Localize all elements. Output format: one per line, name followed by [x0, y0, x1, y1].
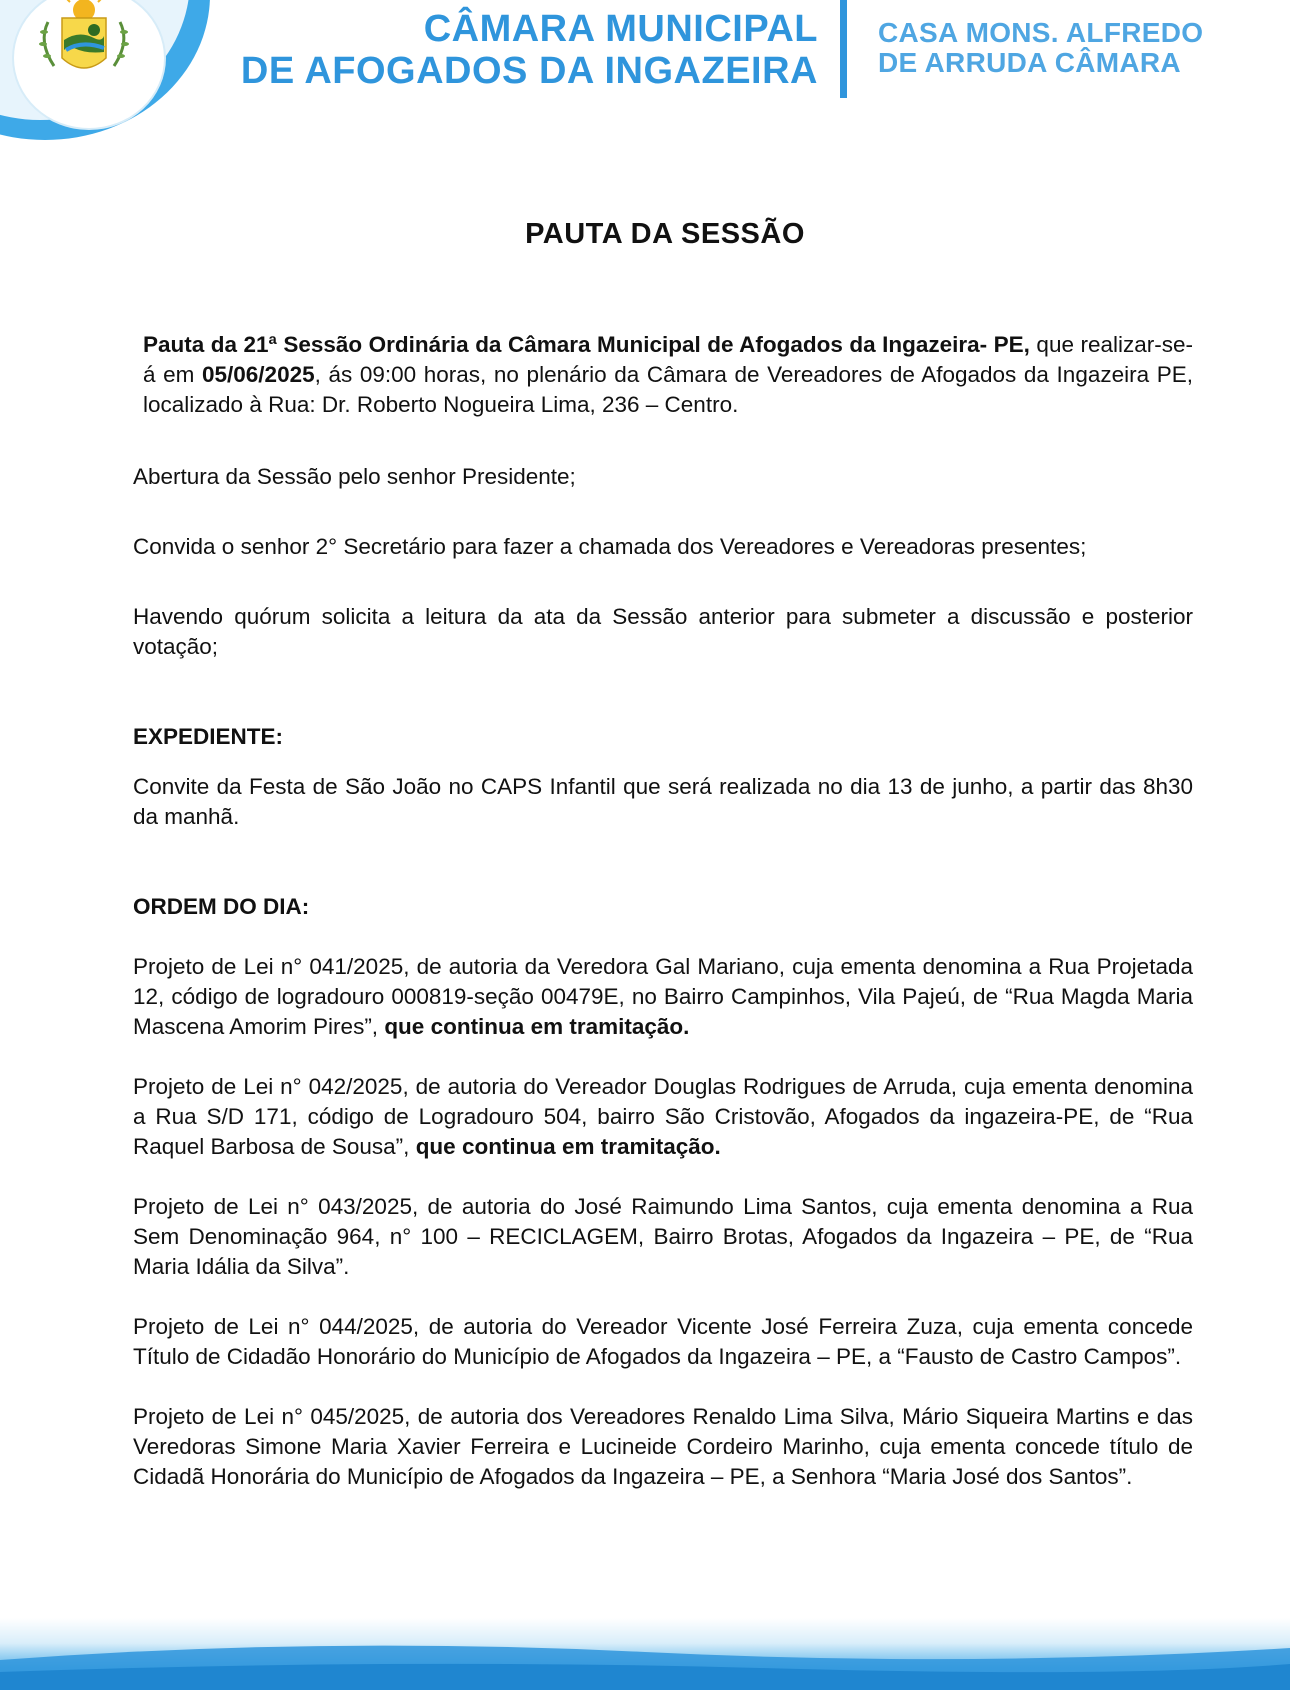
document-body: [133, 330, 1193, 1492]
chamber-name-line1: CÂMARA MUNICIPAL: [423, 8, 818, 50]
bill-text: Projeto de Lei n° 044/2025, de autoria do Vereador Vicente José Ferreira Zuza, cuja ementa concede Título de Cidadão Honorário do Município de Afogados da Ingazeira – PE, a “Fausto de Castro Campos”.: [133, 1314, 1193, 1369]
expediente-text: Convite da Festa de São João no CAPS Infantil que será realizada no dia 13 de junho, a partir das 8h30 da manhã.: [133, 774, 1193, 829]
bill-text: Projeto de Lei n° 042/2025, de autoria do Vereador Douglas Rodrigues de Arruda, cuja ementa denomina a Rua S/D 171, código de Logradouro 504, bairro São Cristovão, Afogados da ingazeira-PE, de “Rua Raquel Barbosa de Sousa”,: [133, 1074, 1193, 1159]
bill-item: [133, 952, 1193, 1042]
bill-text: Projeto de Lei n° 043/2025, de autoria do José Raimundo Lima Santos, cuja ementa denomina a Rua Sem Denominação 964, n° 100 – RECICLAGEM, Bairro Brotas, Afogados da Ingazeira – PE, de “Rua Maria Idália da Silva”.: [133, 1194, 1193, 1279]
header-divider: [840, 0, 847, 98]
bill-status: que continua em tramitação.: [384, 1014, 690, 1039]
intro-lead: Pauta da 21ª Sessão Ordinária da Câmara Municipal de Afogados da Ingazeira- PE,: [143, 332, 1030, 357]
ordem-do-dia-heading: ORDEM DO DIA:: [133, 894, 310, 919]
bill-text: Projeto de Lei n° 045/2025, de autoria dos Vereadores Renaldo Lima Silva, Mário Siqueira Martins e das Veredoras Simone Maria Xavier Ferreira e Lucineide Cordeiro Marinho, cuja ementa concede título de Cidadã Honorária do Município de Afogados da Ingazeira – PE, a Senhora “Maria José dos Santos”.: [133, 1404, 1193, 1489]
chamber-name-line2: DE AFOGADOS DA INGAZEIRA: [240, 50, 818, 92]
intro-text-b: , ás 09:00 horas, no plenário da Câmara de Vereadores de Afogados da Ingazeira PE, localizado à Rua: Dr. Roberto Nogueira Lima, 236 – Centro.: [143, 362, 1193, 417]
session-intro: [133, 330, 1193, 420]
intro-text-a: que realizar-se-á em: [143, 332, 1193, 387]
house-name-line2: DE ARRUDA CÂMARA: [878, 47, 1181, 78]
document-title: PAUTA DA SESSÃO: [525, 218, 805, 250]
opening-item: Abertura da Sessão pelo senhor Presidente;: [133, 464, 576, 489]
bill-status: que continua em tramitação.: [415, 1134, 721, 1159]
bill-item: [133, 1402, 1193, 1492]
bill-text: Projeto de Lei n° 041/2025, de autoria da Veredora Gal Mariano, cuja ementa denomina a Rua Projetada 12, código de logradouro 000819-seção 00479E, no Bairro Campinhos, Vila Pajeú, de “Rua Magda Maria Mascena Amorim Pires”,: [133, 954, 1193, 1039]
house-name-line1: CASA MONS. ALFREDO: [878, 17, 1204, 48]
bill-item: [133, 1312, 1193, 1372]
bill-item: [133, 1072, 1193, 1162]
coat-of-arms-icon: [24, 0, 144, 96]
opening-item: Havendo quórum solicita a leitura da ata da Sessão anterior para submeter a discussão e posterior votação;: [133, 604, 1193, 659]
footer-wave: [0, 1630, 1290, 1690]
session-date: 05/06/2025: [202, 362, 315, 387]
bill-item: [133, 1192, 1193, 1282]
chamber-name: [241, 8, 818, 92]
house-name: [878, 18, 1203, 78]
opening-item: Convida o senhor 2° Secretário para fazer a chamada dos Vereadores e Vereadoras presentes;: [133, 534, 1087, 559]
expediente-heading: EXPEDIENTE:: [133, 724, 284, 749]
